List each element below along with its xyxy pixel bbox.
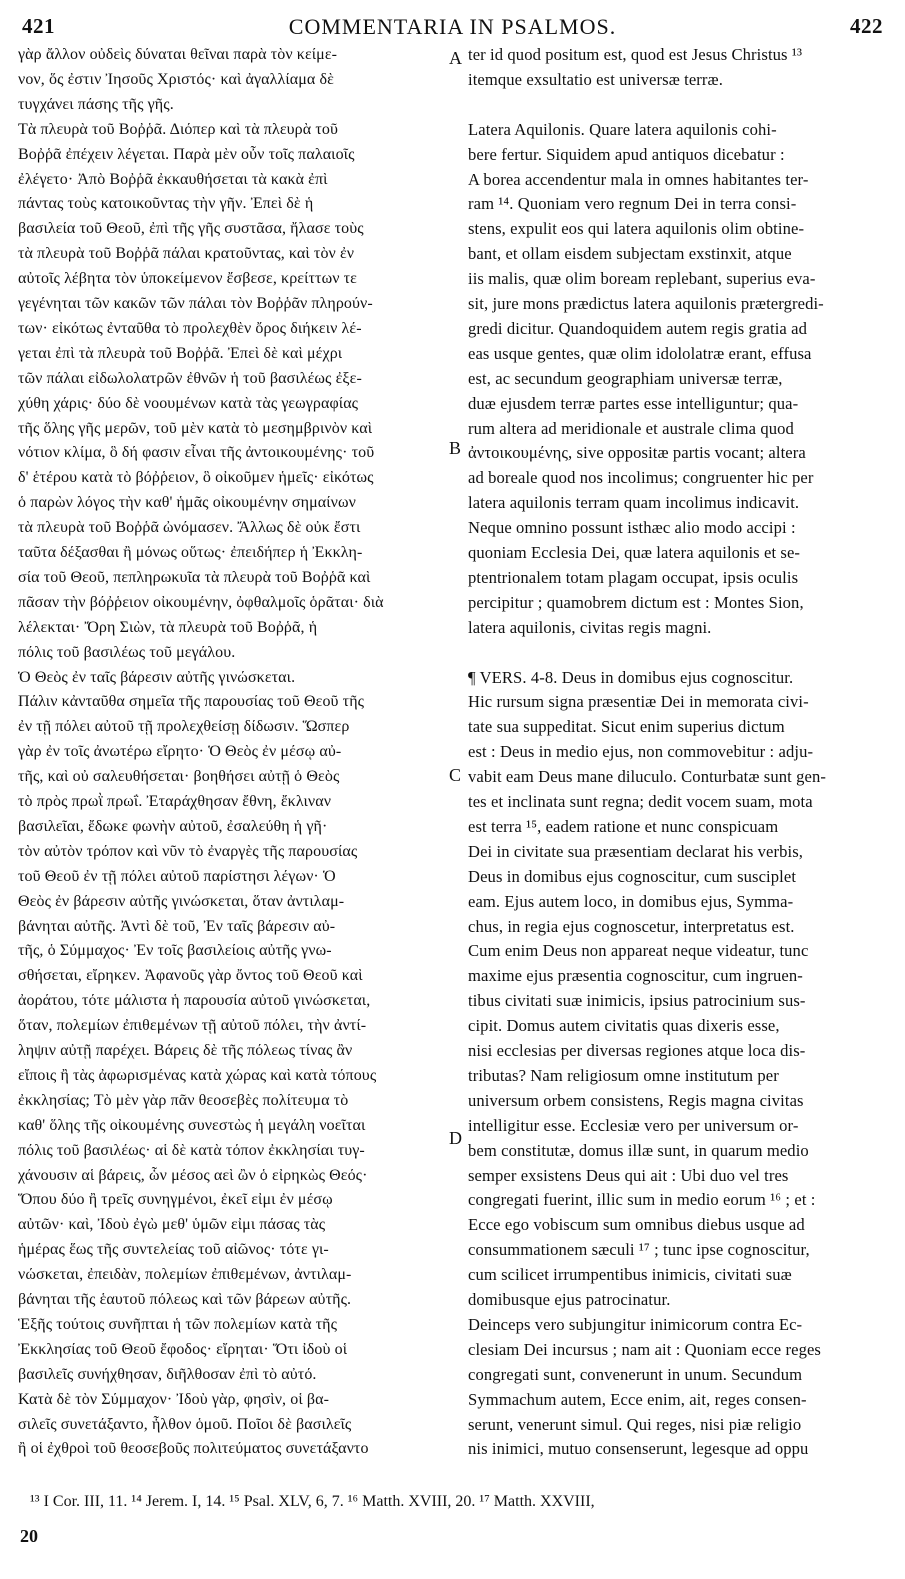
latin-text-line: est : Deus in medio ejus, non commovebitur : adju- [468,742,814,762]
greek-text-line: γεται ἐπὶ τὰ πλευρὰ τοῦ Βοῤῥᾶ. Ἐπεὶ δὲ καὶ μέχρι [18,344,343,362]
greek-text-line: πόλις τοῦ βασιλέως· αἱ δὲ κατὰ τόπον ἐκκλησίαι τυγ- [18,1141,365,1159]
latin-text-line: ram ¹⁴. Quoniam vero regnum Dei in terra consi- [468,194,797,214]
greek-text-line: ἐλέγετο· Ἀπὸ Βοῤῥᾶ ἐκκαυθήσεται τὰ κακὰ ἐπὶ [18,170,328,188]
greek-text-line: εἴποις ἢ τὰς ἀφωρισμένας κατὰ χώρας καὶ κατὰ τόπους [18,1066,377,1084]
greek-text-line: σία τοῦ Θεοῦ, πεπληρωκυῖα τὰ πλευρὰ τοῦ Βοῤῥᾶ καὶ [18,568,371,586]
greek-text-line: καθ' ὅλης τῆς οἰκουμένης συνεστὼς ἡ μεγάλη νοεῖται [18,1116,366,1134]
greek-text-line: αὐτοῖς λέβητα τὸν ὑποκείμενον ἔσβεσε, κρείττων τε [18,270,357,288]
latin-text-line: universum orbem consistens, Regis magna civitas [468,1090,804,1110]
greek-text-line: νότιον κλίμα, ὃ δή φασιν εἶναι τῆς ἀντοικουμένης· τοῦ [18,444,375,462]
latin-text-line: est terra ¹⁵, eadem ratione et nunc conspicuam [468,816,779,836]
latin-text-line: Deus in domibus ejus cognoscitur, cum susciplet [468,866,797,886]
footnotes: ¹³ I Cor. III, 11. ¹⁴ Jerem. I, 14. ¹⁵ Psal. XLV, 6, 7. ¹⁶ Matth. XVIII, 20. ¹⁷ Matth. XXVIII, [30,1493,595,1510]
greek-text-line: τοῦ Θεοῦ ἐν τῇ πόλει αὐτοῦ παρίστησι λέγων· Ὁ [18,867,336,885]
greek-text-line: πάντας τοὺς κατοικοῦντας τὴν γῆν. Ἐπεὶ δὲ ἡ [18,195,314,213]
greek-text-line: ἡμέρας ἕως τῆς συντελείας τοῦ αἰῶνος· τότε γι- [18,1241,329,1259]
latin-text-line: percipitur ; quamobrem dictum est : Montes Sion, [468,592,804,612]
latin-text-line: latera aquilonis terram quam incolimus indicavit. [468,493,800,513]
margin-marker-a: A [449,48,462,68]
greek-text-line: τὸν αὐτὸν τρόπον καὶ νῦν τὸ ἐναργὲς τῆς παρουσίας [18,842,358,860]
latin-text-line: ¶ VERS. 4-8. Deus in domibus ejus cognoscitur. [468,667,794,687]
latin-text-line: eam. Ejus autem loco, in domibus ejus, Symma- [468,891,794,911]
greek-text-line: χύθη χάρις· δύο δὲ νοουμένων κατὰ τὰς γεωγραφίας [18,394,359,412]
latin-text-line: est, ac secundum geographiam universæ terræ, [468,368,783,388]
margin-marker-b: B [449,438,462,458]
latin-text-line: bem constitutæ, domus illæ sunt, in quarum medio [468,1140,809,1160]
latin-text-line: ter id quod positum est, quod est Jesus Christus ¹³ [468,45,803,64]
latin-text-line: ptentrionalem totam plagam occupat, ipsis oculis [468,567,799,587]
greek-text-line: γὰρ ἄλλον οὐδεὶς δύναται θεῖναι παρὰ τὸν κείμε- [18,46,338,63]
greek-text-line: βάνηται τῆς ἑαυτοῦ πόλεως καὶ τῶν βάρεων αὐτῆς. [18,1291,352,1308]
greek-text-line: Κατὰ δὲ τὸν Σύμμαχον· Ἰδοὺ γὰρ, φησὶν, οἱ βα- [18,1390,330,1408]
latin-text-line: tibus civitati suæ inimicis, ipsius patrocinium sus- [468,991,806,1011]
latin-text-line: eas usque gentes, quæ olim idololatræ erant, effusa [468,343,812,363]
latin-text-line: Dei in civitate sua præsentiam declarat his verbis, [468,841,804,861]
greek-text-line: βασιλεῖς συνήχθησαν, διῆλθοσαν ἐπὶ τὸ αὐτό. [18,1365,317,1383]
greek-text-line: βάνηται αὐτῆς. Ἀντὶ δὲ τοῦ, Ἐν ταῖς βάρεσιν αὐ- [18,917,336,935]
greek-text-line: Τὰ πλευρὰ τοῦ Βοῤῥᾶ. Διόπερ καὶ τὰ πλευρὰ τοῦ [18,120,338,138]
latin-text-line: chus, in regia ejus cognoscetur, interpretatus est. [468,916,795,936]
greek-text-line: Ἑξῆς τούτοις συνῆπται ἡ τῶν πολεμίων κατὰ τῆς [18,1315,338,1333]
latin-text-line: Hic rursum signa præsentiæ Dei in memorata civi- [468,692,809,712]
latin-text-line: Ecce ego vobiscum sum omnibus diebus usque ad [468,1215,805,1235]
greek-text-line: πόλις τοῦ βασιλέως τοῦ μεγάλου. [18,643,236,661]
greek-text-line: βασιλεῖαι, ἔδωκε φωνὴν αὐτοῦ, ἐσαλεύθη ἡ γῆ· [18,817,328,835]
greek-text-line: Θεὸς ἐν βάρεσιν αὐτῆς γινώσκεται, ὅταν ἀντιλαμ- [18,892,345,910]
latin-text-line [468,94,888,116]
latin-text-line: semper exsistens Deus qui ait : Ubi duo vel tres [468,1165,789,1185]
greek-text-line: τυγχάνει πάσης τῆς γῆς. [18,95,174,113]
latin-text-line: maxime ejus præsentia cognoscitur, cum ingruen- [468,966,803,986]
latin-text-line: cum scilicet irrumpentibus inimicis, civitati suæ [468,1265,792,1285]
latin-text-line: sit, jure mons prædictus latera aquilonis prætergredi- [468,294,824,313]
greek-text-line: βασιλεία τοῦ Θεοῦ, ἐπὶ τῆς γῆς συστᾶσα, ἤλασε τοὺς [18,220,364,238]
greek-text-line: ὁ παρὼν λόγος τὴν καθ' ἡμᾶς οἰκουμένην σημαίνων [18,494,356,512]
greek-text-line: σιλεῖς συνετάξαντο, ἦλθον ὁμοῦ. Ποῖοι δὲ βασιλεῖς [18,1415,352,1433]
greek-text-line: των· εἰκότως ἐνταῦθα τὸ προλεχθὲν ὄρος διήκειν λέ- [18,319,362,337]
greek-text-line: ληψιν αὐτῇ παρέχει. Βάρεις δὲ τῆς πόλεως τίνας ἂν [18,1042,353,1059]
latin-text-line: vabit eam Deus mane diluculo. Conturbatæ sunt gen- [468,767,827,787]
latin-text-line: stens, expulit eos qui latera aquilonis olim obtine- [468,219,805,239]
latin-text-line: rum altera ad meridionale et australe clima quod [468,418,794,438]
page-number-left: 421 [22,14,55,38]
greek-text-line: Πάλιν κἀνταῦθα σημεῖα τῆς παρουσίας τοῦ Θεοῦ τῆς [18,693,365,711]
running-title: COMMENTARIA IN PSALMOS. [288,14,617,39]
page-number-right: 422 [850,14,883,38]
greek-text-line: αὐτῶν· καὶ, Ἰδοὺ ἐγὼ μεθ' ὑμῶν εἰμι πάσας τὰς [18,1216,326,1234]
latin-text-line: Latera Aquilonis. Quare latera aquilonis cohi- [468,119,777,139]
greek-text-line: ταῦτα δέξασθαι ἢ μόνως οὕτως· ἐπειδήπερ ἡ Ἐκκλη- [18,544,363,561]
latin-text-line: serunt, venerunt simul. Qui reges, nisi piæ religio [468,1414,802,1434]
latin-text-line: nisi ecclesias per diversas regiones atque loca dis- [468,1041,806,1060]
latin-text-line: Deinceps vero subjungitur inimicorum contra Ec- [468,1314,803,1334]
greek-text-line: τὰ πλευρὰ τοῦ Βοῤῥᾶ πάλαι κρατοῦντας, καὶ τὸν ἐν [18,245,355,263]
greek-text-line: νώσκεται, ἐπειδὰν, πολεμίων ἐπιθεμένων, ἀντιλαμ- [18,1266,352,1284]
greek-text-line: νον, ὅς ἐστιν Ἰησοῦς Χριστός· καὶ ἀγαλλίαμα δὲ [18,70,334,88]
margin-marker-c: C [449,765,462,785]
latin-text-line: itemque exsultatio est universæ terræ. [468,69,723,89]
latin-text-line: domibusque ejus patrocinatur. [468,1290,671,1309]
latin-text-line: tributas? Nam religiosum omne institutum per [468,1065,779,1085]
latin-text-line: latera aquilonis, civitas regis magni. [468,617,712,637]
greek-text-line: τῆς, ὁ Σύμμαχος· Ἐν τοῖς βασιλείοις αὐτῆς γνω- [18,942,332,960]
greek-text-line: τῆς, καὶ οὐ σαλευθήσεται· βοηθήσει αὐτῇ ὁ Θεὸς [18,768,340,786]
greek-text-line: ἢ οἱ ἐχθροὶ τοῦ θεοσεβοῦς πολιτεύματος συνετάξαντο [18,1440,369,1458]
latin-text-line: duæ ejusdem terræ partes esse intelliguntur; qua- [468,393,799,413]
latin-text-line: tes et inclinata sunt regna; dedit vocem suam, mota [468,792,813,811]
greek-text-line: Ἐκκλησίας τοῦ Θεοῦ ἔφοδος· εἴρηται· Ὅτι ἰδοὺ οἱ [18,1340,348,1358]
latin-text-line: bant, et ollam eisdem subjectam exstinxit, atque [468,244,792,264]
latin-text-line: A borea accendentur mala in omnes habitantes ter- [468,169,809,189]
latin-text-line: congregati sunt, convenerunt in unum. Secundum [468,1364,803,1384]
greek-text-line: τῶν πάλαι εἰδωλολατρῶν ἐθνῶν ἡ τοῦ βασιλέως ἐξε- [18,369,362,387]
latin-text-line: consummationem sæculi ¹⁷ ; tunc ipse cognoscitur, [468,1240,810,1260]
latin-text-line: cipit. Domus autem civitatis quas dixeris esse, [468,1016,780,1036]
latin-text-line: nis inimici, mutuo consenserunt, legesque ad oppu [468,1439,809,1459]
latin-text-line: bere fertur. Siquidem apud antiquos dicebatur : [468,144,785,164]
greek-text-line: τὸ πρὸς πρωῒ πρωΐ. Ἐταράχθησαν ἔθνη, ἔκλιναν [18,793,332,810]
greek-text-line: ὅταν, πολεμίων ἐπιθεμένων τῇ αὐτοῦ πόλει, τὴν ἀντί- [18,1017,367,1035]
margin-marker-d: D [449,1128,462,1148]
latin-text-line: iis malis, quæ olim boream replebant, superius eva- [468,269,816,289]
latin-text-line: clesiam Dei incursus ; nam ait : Quoniam ecce reges [468,1339,821,1359]
greek-text-line: γὰρ ἐν τοῖς ἀνωτέρω εἴρητο· Ὁ Θεὸς ἐν μέσῳ αὐ- [18,743,342,761]
greek-text-line: Ὅπου δύο ἢ τρεῖς συνηγμένοι, ἐκεῖ εἰμι ἐν μέσῳ [18,1191,333,1209]
latin-text-line: ἀντοικουμένης, sive oppositæ partis vocant; altera [468,443,806,463]
latin-text-line: quoniam Ecclesia Dei, quæ latera aquilonis et se- [468,543,801,562]
greek-text-line: ἐν τῇ πόλει αὐτοῦ τῇ προλεχθείσῃ δίδωσιν. Ὥσπερ [18,718,350,736]
latin-text-line: congregati fuerint, illic sum in medio eorum ¹⁶ ; et : [468,1190,816,1210]
latin-text-line [468,642,888,664]
greek-text-line: Ὁ Θεὸς ἐν ταῖς βάρεσιν αὐτῆς γινώσκεται. [18,668,296,686]
greek-text-line: λέλεκται· Ὄρη Σιὼν, τὰ πλευρὰ τοῦ Βοῤῥᾶ, ἡ [18,618,318,636]
greek-text-line: ἀοράτου, τότε μάλιστα ἡ παρουσία αὐτοῦ γινώσκεται, [18,992,371,1010]
latin-text-line: intelligitur esse. Ecclesiæ vero per universum or- [468,1115,799,1135]
latin-text-line: Neque omnino possunt isthæc alio modo accipi : [468,518,796,538]
greek-text-line: χάνουσιν αἱ βάρεις, ὧν μέσος αεὶ ὢν ὁ εἰρηκὼς Θεός· [18,1166,368,1184]
greek-text-line: πᾶσαν τὴν βόῤῥειον οἰκουμένην, ὀφθαλμοῖς ὁρᾶται· διὰ [18,593,384,611]
greek-text-line: ἐκκλησίας; Τὸ μὲν γὰρ πᾶν θεοσεβὲς πολίτευμα τὸ [18,1091,349,1109]
greek-text-line: τὰ πλευρὰ τοῦ Βοῤῥᾶ ὠνόμασεν. Ἄλλως δὲ οὐκ ἔστι [18,519,361,537]
latin-text-line: Symmachum autem, Ecce enim, ait, reges consen- [468,1389,807,1409]
greek-text-line: γεγένηται τῶν κακῶν τῶν πάλαι τὸν Βοῤῥᾶν πληρούν- [18,295,373,312]
latin-text-line: ad boreale quod nos incolimus; congruenter hic per [468,468,814,488]
greek-text-line: σθήσεται, εἴρηκεν. Ἀφανοῦς γὰρ ὄντος τοῦ Θεοῦ καὶ [18,967,363,985]
latin-text-line: gredi dicitur. Quandoquidem autem regis gratia ad [468,318,807,338]
signature-mark: 20 [20,1526,38,1546]
latin-text-line: Cum enim Deus non appareat neque videatur, tunc [468,941,809,961]
greek-text-line: Βοῤῥᾶ ἐπέχειν λέγεται. Παρὰ μὲν οὖν τοῖς παλαιοῖς [18,145,355,163]
greek-text-line: δ' ἑτέρου κατὰ τὸ βόῤῥειον, ὃ οἰκοῦμεν ἡμεῖς· εἰκότως [18,469,374,487]
latin-text-line: tate sua suppeditat. Sicut enim superius dictum [468,717,785,737]
greek-text-line: τῆς ὅλης γῆς μερῶν, τοῦ μὲν κατὰ τὸ μεσημβρινὸν καὶ [18,419,373,437]
